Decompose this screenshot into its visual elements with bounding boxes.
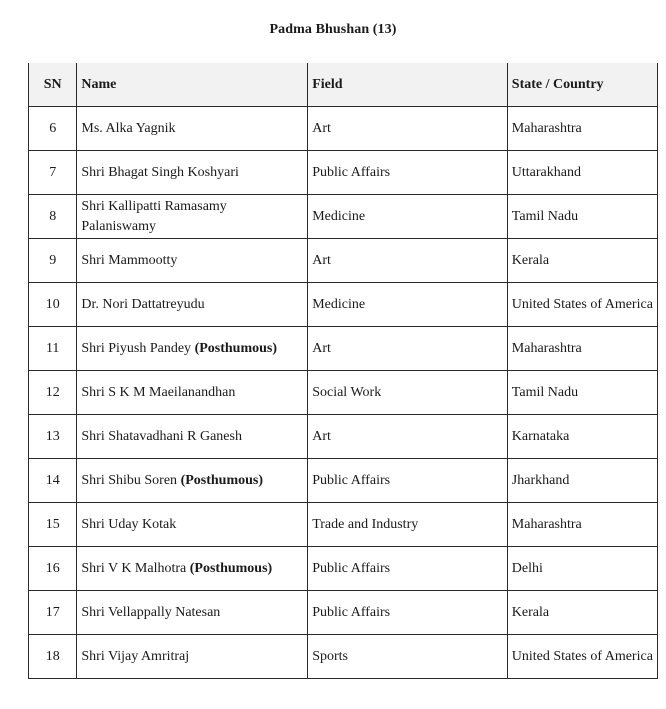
cell-state: Uttarakhand xyxy=(507,151,657,195)
posthumous-label: (Posthumous) xyxy=(189,560,273,576)
table-row xyxy=(29,415,658,459)
cell-state: Kerala xyxy=(507,239,657,283)
posthumous-label: (Posthumous) xyxy=(194,340,278,356)
cell-field: Public Affairs xyxy=(308,151,508,195)
cell-field: Art xyxy=(308,415,508,459)
cell-field: Medicine xyxy=(308,283,508,327)
table-row xyxy=(29,547,658,591)
awardee-name: Shri Vellappally Natesan xyxy=(81,604,221,620)
cell-field: Social Work xyxy=(308,371,508,415)
cell-field: Medicine xyxy=(308,195,508,239)
header-state: State / Country xyxy=(507,63,657,107)
cell-field: Art xyxy=(308,239,508,283)
awardee-name: Shri Mammootty xyxy=(81,252,178,268)
awardee-name: Shri Piyush Pandey xyxy=(81,340,192,356)
cell-sn: 8 xyxy=(29,195,77,239)
table-row xyxy=(29,239,658,283)
cell-name xyxy=(77,371,308,415)
cell-name xyxy=(77,151,308,195)
awardee-name: Shri Shatavadhani R Ganesh xyxy=(81,428,242,444)
table-row xyxy=(29,459,658,503)
awardee-name: Shri Vijay Amritraj xyxy=(81,648,190,664)
cell-sn: 10 xyxy=(29,283,77,327)
cell-state: United States of America xyxy=(507,283,657,327)
cell-state: Jharkhand xyxy=(507,459,657,503)
awardee-name: Shri Bhagat Singh Koshyari xyxy=(81,164,239,180)
cell-field: Public Affairs xyxy=(308,547,508,591)
awardee-name: Dr. Nori Dattatreyudu xyxy=(81,296,205,312)
awardee-name: Shri Uday Kotak xyxy=(81,516,177,532)
cell-state: Delhi xyxy=(507,547,657,591)
awardee-name: Shri Shibu Soren xyxy=(81,472,178,488)
awards-table xyxy=(28,63,658,679)
cell-field: Sports xyxy=(308,635,508,679)
awardee-name: Shri V K Malhotra xyxy=(81,560,187,576)
cell-sn: 13 xyxy=(29,415,77,459)
table-row xyxy=(29,107,658,151)
cell-field: Art xyxy=(308,327,508,371)
cell-sn: 11 xyxy=(29,327,77,371)
table-row xyxy=(29,151,658,195)
awardee-name: Shri S K M Maeilanandhan xyxy=(81,384,236,400)
cell-sn: 7 xyxy=(29,151,77,195)
table-row xyxy=(29,283,658,327)
cell-sn: 17 xyxy=(29,591,77,635)
cell-sn: 14 xyxy=(29,459,77,503)
cell-field: Public Affairs xyxy=(308,459,508,503)
table-row xyxy=(29,635,658,679)
cell-field: Art xyxy=(308,107,508,151)
cell-state: Tamil Nadu xyxy=(507,195,657,239)
cell-name xyxy=(77,459,308,503)
awardee-name: Shri Kallipatti Ramasamy Palaniswamy xyxy=(81,198,227,234)
header-field: Field xyxy=(308,63,508,107)
posthumous-label: (Posthumous) xyxy=(180,472,264,488)
table-row xyxy=(29,591,658,635)
header-name: Name xyxy=(77,63,308,107)
cell-sn: 6 xyxy=(29,107,77,151)
table-header-row xyxy=(29,63,658,107)
cell-name xyxy=(77,635,308,679)
cell-state: Maharashtra xyxy=(507,503,657,547)
table-row xyxy=(29,327,658,371)
table-row xyxy=(29,503,658,547)
cell-sn: 9 xyxy=(29,239,77,283)
cell-name xyxy=(77,327,308,371)
awardee-name: Ms. Alka Yagnik xyxy=(81,120,176,136)
cell-sn: 18 xyxy=(29,635,77,679)
cell-state: Kerala xyxy=(507,591,657,635)
cell-state: Tamil Nadu xyxy=(507,371,657,415)
cell-state: Karnataka xyxy=(507,415,657,459)
cell-name xyxy=(77,239,308,283)
cell-name xyxy=(77,415,308,459)
cell-field: Public Affairs xyxy=(308,591,508,635)
header-sn: SN xyxy=(29,63,77,107)
cell-sn: 12 xyxy=(29,371,77,415)
cell-field: Trade and Industry xyxy=(308,503,508,547)
cell-state: United States of America xyxy=(507,635,657,679)
table-row xyxy=(29,371,658,415)
cell-name xyxy=(77,107,308,151)
cell-name xyxy=(77,283,308,327)
cell-sn: 16 xyxy=(29,547,77,591)
cell-sn: 15 xyxy=(29,503,77,547)
cell-name xyxy=(77,503,308,547)
cell-name xyxy=(77,591,308,635)
cell-name xyxy=(77,547,308,591)
cell-state: Maharashtra xyxy=(507,107,657,151)
table-row xyxy=(29,195,658,239)
cell-name xyxy=(77,195,308,239)
cell-state: Maharashtra xyxy=(507,327,657,371)
page-title: Padma Bhushan (13) xyxy=(269,22,397,37)
